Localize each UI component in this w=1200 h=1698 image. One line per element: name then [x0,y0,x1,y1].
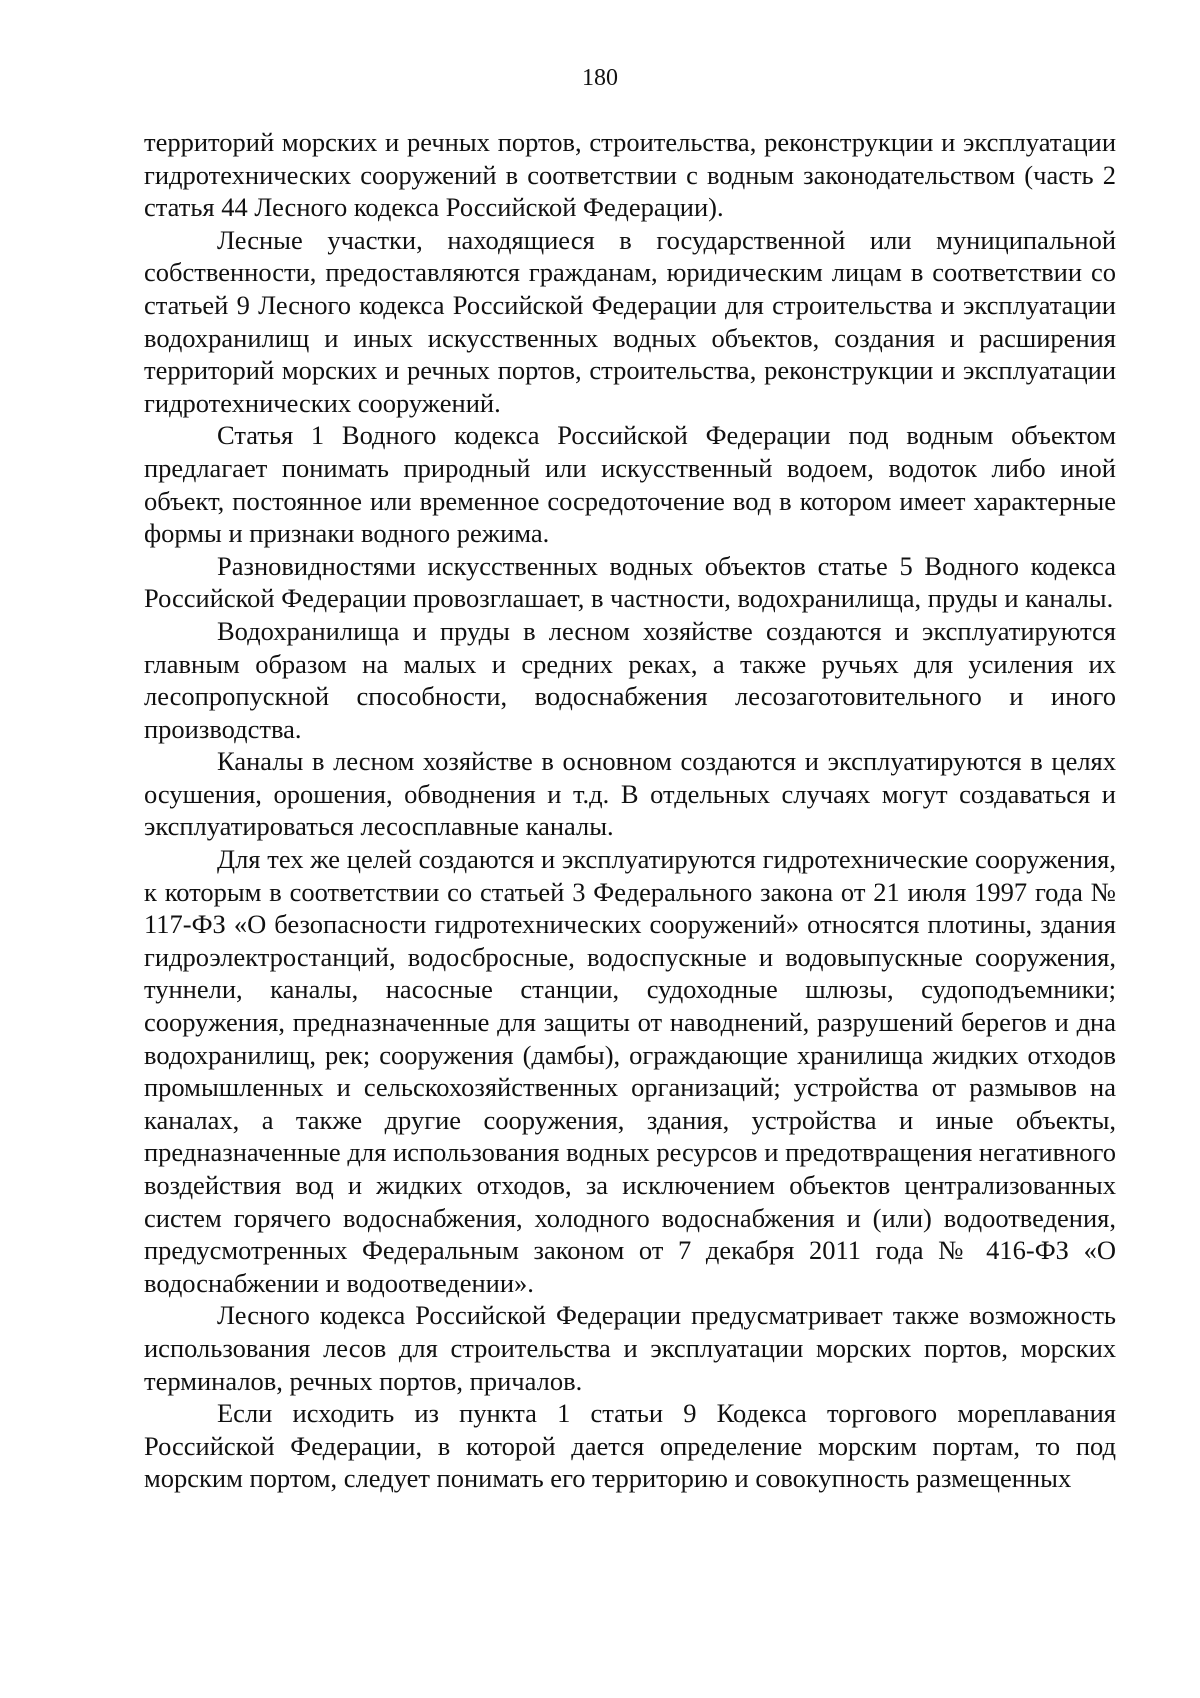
paragraph-sea-port-definition: Если исходить из пункта 1 статьи 9 Кодекса торгового мореплавания Российской Федерации, в которой дается определение морским портам, то под морским портом, следует понимать его территорию и совокупность размещенных [144,1398,1116,1494]
paragraph-water-object-definition: Статья 1 Водного кодекса Российской Федерации под водным объектом предлагает понимать природный или искусственный водоем, водоток либо иной объект, постоянное или временное сосредоточение вод в котором имеет характерные формы и признаки водного режима. [144,420,1116,549]
paragraph-continuation: территорий морских и речных портов, строительства, реконструкции и эксплуатации гидротехнических сооружений в соответствии с водным законодательством (часть 2 статья 44 Лесного кодекса Российской Федерации). [144,127,1116,223]
paragraph-forest-plots: Лесные участки, находящиеся в государственной или муниципальной собственности, предоставляются гражданам, юридическим лицам в соответствии со статьей 9 Лесного кодекса Российской Федерации для строительства и эксплуатации водохранилищ и иных искусственных водных объектов, создания и расширения территорий морских и речных портов, строительства, реконструкции и эксплуатации гидротехнических сооружений. [144,224,1116,418]
document-body [144,126,1116,1495]
paragraph-canals: Каналы в лесном хозяйстве в основном создаются и эксплуатируются в целях осушения, орошения, обводнения и т.д. В отдельных случаях могут создаваться и эксплуатироваться лесосплавные каналы. [144,746,1116,842]
paragraph-hydraulic-structures: Для тех же целей создаются и эксплуатируются гидротехнические сооружения, к которым в соответствии со статьей 3 Федерального закона от 21 июля 1997 года № 117-ФЗ «О безопасности гидротехнических сооружений» относятся плотины, здания гидроэлектростанций, водосбросные, водоспускные и водовыпускные сооружения, туннели, каналы, насосные станции, судоходные шлюзы, судоподъемники; сооружения, предназначенные для защиты от наводнений, разрушений берегов и дна водохранилищ, рек; сооружения (дамбы), ограждающие хранилища жидких отходов промышленных и сельскохозяйственных организаций; устройства от размывов на каналах, а также другие сооружения, здания, устройства и иные объекты, предназначенные для использования водных ресурсов и предотвращения негативного воздействия вод и жидких отходов, за исключением объектов централизованных систем горячего водоснабжения, холодного водоснабжения и (или) водоотведения, предусмотренных Федеральным законом от 7 декабря 2011 года № 416-ФЗ «О водоснабжении и водоотведении». [144,844,1116,1298]
page-number: 180 [582,65,618,91]
paragraph-ports-usage: Лесного кодекса Российской Федерации предусматривает также возможность использования лесов для строительства и эксплуатации морских портов, морских терминалов, речных портов, причалов. [144,1300,1116,1396]
paragraph-reservoirs-ponds: Водохранилища и пруды в лесном хозяйстве создаются и эксплуатируются главным образом на малых и средних реках, а также ручьях для усиления их лесопропускной способности, водоснабжения лесозаготовительного и иного производства. [144,615,1116,744]
paragraph-artificial-water-objects: Разновидностями искусственных водных объектов статье 5 Водного кодекса Российской Федерации провозглашает, в частности, водохранилища, пруды и каналы. [144,550,1116,614]
